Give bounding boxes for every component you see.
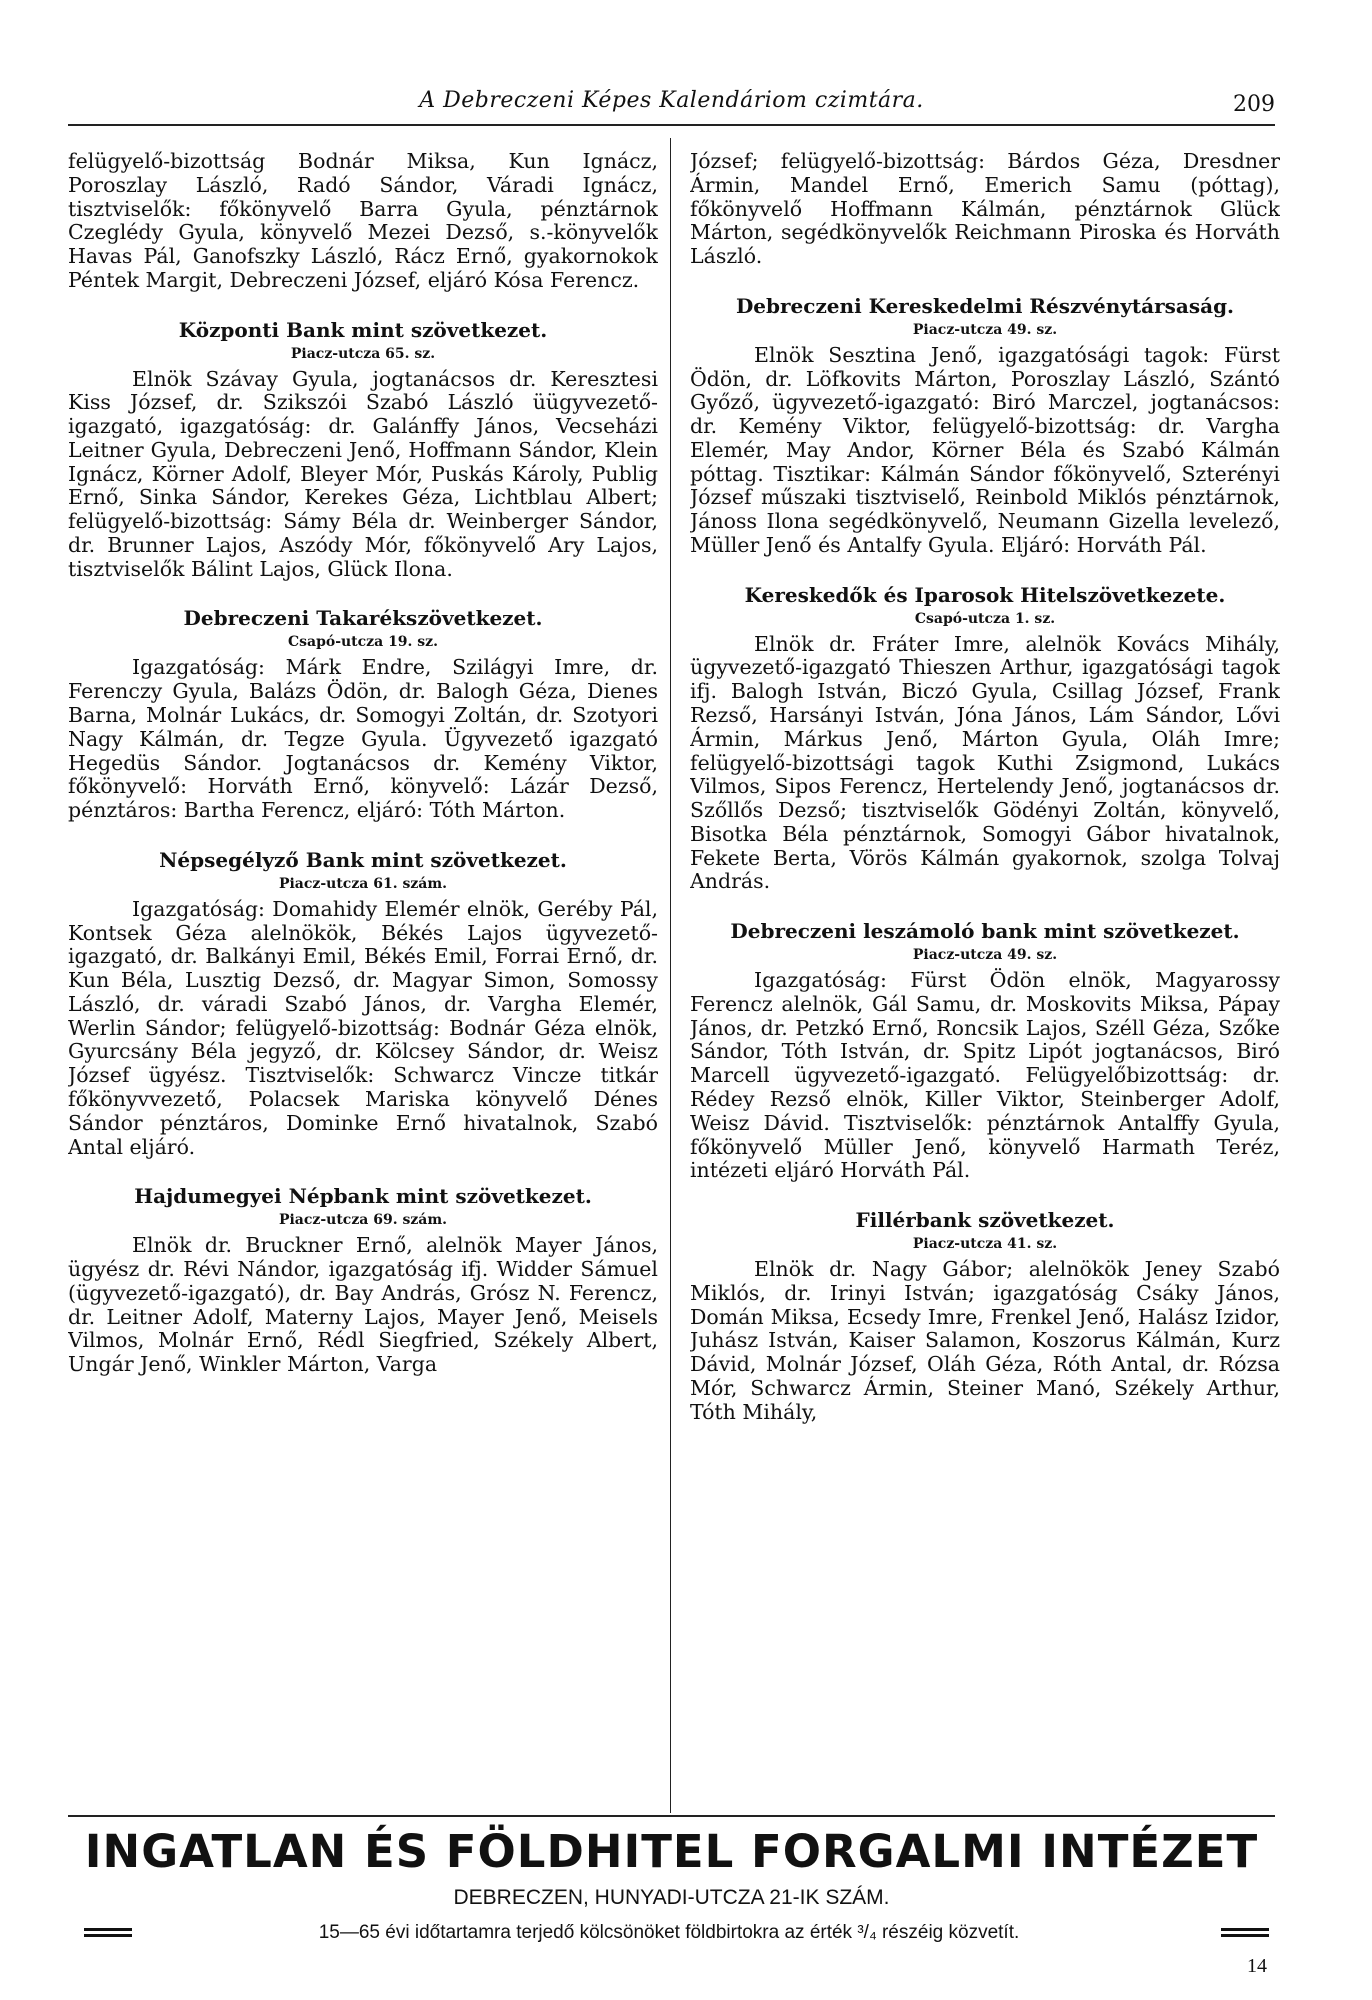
- section-kozponti-bank: [68, 319, 658, 582]
- advert-address: DEBRECZEN, HUNYADI-UTCZA 21-IK SZÁM.: [453, 1886, 890, 1909]
- double-bar-ornament-left: [84, 1928, 132, 1940]
- section-address: Piacz-utcza 49. sz.: [912, 947, 1058, 964]
- section-text: Elnök dr. Bruckner Ernő, alelnök Mayer János, ügyész dr. Révi Nándor, igazgatóság ifj. Widder Sámuel (ügyvezető-igazgató), dr. Bay András, Grósz N. Ferencz, dr. Leitner Adolf, Materny Lajos, Mayer Jenő, Meisels Vilmos, Molnár Ernő, Rédl Siegfried, Székely Albert, Ungár Jenő, Winkler Márton, Varga: [68, 1233, 658, 1377]
- section-title: Debreczeni Takarékszövetkezet.: [183, 606, 543, 631]
- running-title: A Debreczeni Képes Kalendáriom czimtára.: [419, 88, 924, 113]
- section-takarekszovetkezet: [68, 607, 658, 822]
- advert-headline: INGATLAN ÉS FÖLDHITEL FORGALMI INTÉZET: [84, 1825, 1259, 1878]
- section-text: Igazgatóság: Márk Endre, Szilágyi Imre, dr. Ferenczy Gyula, Balázs Ödön, dr. Balogh Géza, Dienes Barna, Molnár Lukács, dr. Somogyi Zoltán, dr. Szotyori Nagy Kálmán, dr. Tegze Gyula. Ügyvezető igazgató Hegedüs Sándor. Jogtanácsos dr. Kemény Viktor, főkönyvelő: Horváth Ernő, könyvelő: Lázár Dezső, pénztáros: Bartha Ferencz, eljáró: Tóth Márton.: [68, 655, 658, 823]
- section-text: Elnök Sesztina Jenő, igazgatósági tagok: Fürst Ödön, dr. Löfkovits Márton, Poroszlay László, Szántó Győző, ügyvezető-igazgató: Biró Marczel, jogtanácsos: dr. Kemény Viktor, felügyelő-bizottság: dr. Vargha Elemér, May Andor, Körner Béla és Szabó Kálmán póttag. Tisztikar: Kálmán Sándor főkönyvelő, Szterényi József műszaki tisztviselő, Reinbold Miklós pénztárnok, Jánoss Ilona segédkönyvelő, Neumann Gizella levelező, Müller Jenő és Antalfy Gyula. Eljáró: Horváth Pál.: [690, 342, 1280, 557]
- section-kereskedelmi-rt: [690, 295, 1280, 558]
- section-address: Piacz-utcza 49. sz.: [912, 321, 1058, 338]
- section-title: Népsegélyző Bank mint szövetkezet.: [159, 847, 567, 872]
- section-hajdumegyei-nepbank: [68, 1185, 658, 1377]
- section-title: Debreczeni Kereskedelmi Részvénytársaság.: [735, 293, 1235, 318]
- left-column: [68, 150, 658, 1805]
- advert-note-row: [68, 1922, 1275, 1952]
- section-text: Elnök dr. Nagy Gábor; alelnökök Jeney Szabó Miklós, dr. Irinyi István; igazgatóság Csáky János, Domán Miksa, Ecsedy Imre, Frenkel Jenő, Halász Izidor, Juhász István, Kaiser Salamon, Koszorus Kálmán, Kurz Dávid, Molnár József, Oláh Géza, Róth Antal, dr. Rózsa Mór, Schwarcz Ármin, Steiner Manó, Székely Arthur, Tóth Mihály,: [690, 1257, 1280, 1424]
- right-column: [690, 150, 1280, 1805]
- section-address: Piacz-utcza 69. szám.: [278, 1212, 448, 1229]
- section-title: Fillérbank szövetkezet.: [855, 1208, 1115, 1233]
- page-number: 209: [1233, 92, 1275, 117]
- section-kereskedok-iparosok: [690, 584, 1280, 894]
- section-address: Csapó-utcza 1. sz.: [914, 610, 1056, 627]
- section-address: Piacz-utcza 41. sz.: [912, 1236, 1058, 1253]
- section-title: Hajdumegyei Népbank mint szövetkezet.: [134, 1184, 592, 1209]
- advert-rule: [68, 1815, 1275, 1817]
- section-leszamolo-bank: [690, 920, 1280, 1183]
- section-nepsegelyzo-bank: [68, 849, 658, 1159]
- section-title: Kereskedők és Iparosok Hitelszövetkezete.: [744, 582, 1226, 607]
- section-text: Igazgatóság: Fürst Ödön elnök, Magyarossy Ferencz alelnök, Gál Samu, dr. Moskovits Miksa, Pápay János, dr. Petzkó Ernő, Roncsik Lajos, Széll Géza, Szőke Sándor, Tóth István, dr. Spitz Lipót jogtanácsos, Biró Marcell ügyvezető-igazgató. Felügyelőbizottság: dr. Rédey Rezső elnök, Killer Viktor, Steinberger Adolf, Weisz Dávid. Tisztviselők: pénztárnok Antalffy Gyula, főkönyvelő Müller Jenő, könyvelő Harmath Teréz, intézeti eljáró Horváth Pál.: [690, 968, 1280, 1183]
- continued-paragraph: József; felügyelő-bizottság: Bárdos Géza, Dresdner Ármin, Mandel Ernő, Emerich Samu (póttag), főkönyvelő Hoffmann Kálmán, pénztárnok Glück Márton, segédkönyvelők Reichmann Piroska és Horváth László.: [690, 150, 1280, 269]
- advert-note: 15—65 évi időtartamra terjedő kölcsönöket földbirtokra az érték ³/₄ részéig közvetít.: [318, 1922, 1020, 1943]
- section-address: Piacz-utcza 61. szám.: [278, 875, 448, 892]
- signature-mark: 14: [1247, 1955, 1267, 1977]
- section-text: Elnök dr. Fráter Imre, alelnök Kovács Mihály, ügyvezető-igazgató Thieszen Arthur, igazgatósági tagok ifj. Balogh István, Biczó Gyula, Csillag József, Frank Rezső, Harsányi István, Jóna János, Lám Sándor, Lővi Ármin, Márkus Jenő, Márton Gyula, Oláh Imre; felügyelő-bizottsági tagok Kuthi Zsigmond, Lukács Vilmos, Sipos Ferencz, Hertelendy Jenő, jogtanácsos dr. Szőllős Dezső; tisztviselők Gödényi Zoltán, könyvelő, Bisotka Béla pénztárnok, Somogyi Gábor hivatalnok, Fekete Berta, Vörös Kálmán gyakornok, szolga Tolvaj András.: [690, 631, 1280, 894]
- column-divider: [670, 138, 671, 1813]
- section-text: Elnök Szávay Gyula, jogtanácsos dr. Keresztesi Kiss József, dr. Szikszói Szabó László üügyvezető-igazgató, igazgatóság: dr. Galánffy János, Vecseházi Leitner Gyula, Debreczeni Jenő, Hoffmann Sándor, Klein Ignácz, Körner Adolf, Bleyer Mór, Puskás Károly, Publig Ernő, Sinka Sándor, Kerekes Géza, Lichtblau Albert; felügyelő-bizottság: Sámy Béla dr. Weinberger Sándor, dr. Brunner Lajos, Aszódy Mór, főkönyvelő Ary Lajos, tisztviselők Bálint Lajos, Glück Ilona.: [68, 366, 658, 581]
- section-address: Piacz-utcza 65. sz.: [290, 345, 436, 362]
- section-text: Igazgatóság: Domahidy Elemér elnök, Geréby Pál, Kontsek Géza alelnökök, Békés Lajos ügyvezető-igazgató, dr. Balkányi Emil, Békés Emil, Forrai Ernő, dr. Kun Béla, Lusztig Dezső, dr. Magyar Simon, Somossy László, dr. váradi Szabó János, dr. Vargha Elemér, Werlin Sándor; felügyelő-bizottság: Bodnár Géza elnök, Gyurcsány Béla jegyző, dr. Kölcsey Sándor, dr. Weisz József ügyész. Tisztviselők: Schwarcz Vincze titkár főkönyvvezető, Polacsek Mariska könyvelő Dénes Sándor pénztáros, Dominke Ernő hivatalnok, Szabó Antal eljáró.: [68, 896, 658, 1159]
- section-title: Debreczeni leszámoló bank mint szövetkezet.: [730, 919, 1240, 944]
- header-rule: [68, 124, 1275, 126]
- double-bar-ornament-right: [1221, 1928, 1269, 1940]
- section-fillerbank: [690, 1209, 1280, 1424]
- section-address: Csapó-utcza 19. sz.: [287, 634, 439, 651]
- continued-paragraph: felügyelő-bizottság Bodnár Miksa, Kun Ignácz, Poroszlay László, Radó Sándor, Váradi Ignácz, tisztviselők: főkönyvelő Barra Gyula, pénztárnok Czeglédy Gyula, könyvelő Mezei Dezső, s.-könyvelők Havas Pál, Ganofszky László, Rácz Ernő, gyakornokok Péntek Margit, Debreczeni József, eljáró Kósa Ferencz.: [68, 150, 658, 292]
- running-header: [68, 84, 1275, 124]
- section-title: Központi Bank mint szövetkezet.: [178, 317, 548, 342]
